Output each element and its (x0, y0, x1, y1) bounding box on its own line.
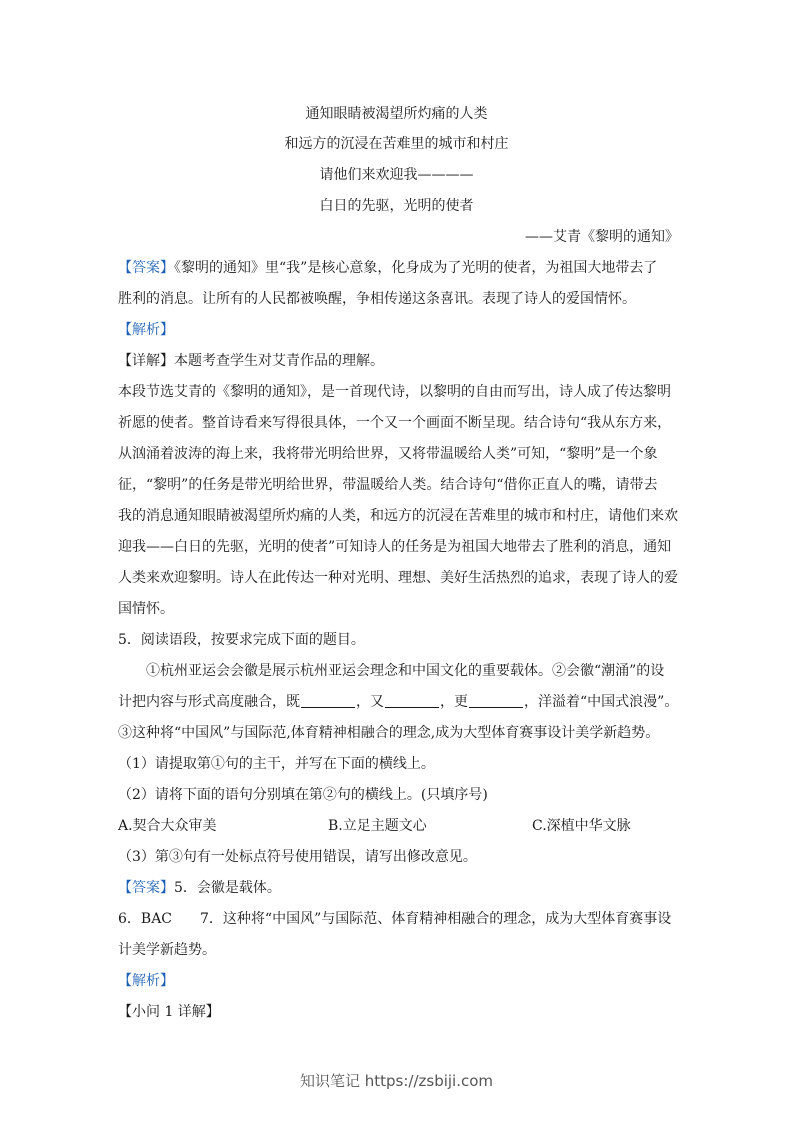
q5-analysis-tag: 【解析】 (118, 973, 174, 989)
poem-line-1: 通知眼睛被渴望所灼痛的人类 (305, 106, 488, 122)
poem-line-4: 白日的先驱，光明的使者 (319, 198, 474, 214)
q4-detail-line: 征，“黎明”的任务是带光明给世界，带温暖给人类。结合诗句“借你正直人的嘴，请带去 (118, 477, 658, 493)
q5-paragraph-line-1: ①杭州亚运会会徽是展示杭州亚运会理念和中国文化的重要载体。②会徽“潮涌”的设 (146, 663, 665, 679)
para-text: ，更 (440, 694, 468, 710)
q5-paragraph-line-3: ③这种将“中国风”与国际范,体育精神相融合的理念,成为大型体育赛事设计美学新趋势。 (118, 725, 660, 741)
para-text: ，洋溢着“中国式浪漫”。 (524, 694, 679, 710)
option-c: C.深植中华文脉 (532, 818, 631, 834)
footer-watermark: 知识笔记 https://zsbiji.com (299, 1072, 494, 1090)
q5-sub-question-2: （2）请将下面的语句分别填在第②句的横线上。(只填序号) (118, 787, 488, 803)
subquestion-1-detail-label: 【小问 1 详解】 (118, 1004, 220, 1020)
q4-detail-line: 人类来欢迎黎明。诗人在此传达一种对光明、理想、美好生活热烈的追求，表现了诗人的爱 (118, 570, 678, 586)
para-text: 计把内容与形式高度融合，既 (118, 694, 300, 710)
q4-detail-line: 从汹涌着波涛的海上来，我将带光明给世界，又将带温暖给人类”可知，“黎明”是一个象 (118, 446, 658, 462)
q4-answer-line-1 (118, 258, 657, 278)
option-b: B.立足主题文心 (328, 818, 427, 834)
q5-paragraph-line-2 (118, 692, 678, 712)
q5-answer-line-2: 6．BAC 7．这种将“中国风”与国际范、体育精神相融合的理念，成为大型体育赛事设 (118, 911, 672, 927)
poem-line-3: 请他们来欢迎我———— (319, 167, 474, 183)
answer-text: 5．会徽是载体。 (174, 880, 281, 896)
answer-tag: 【答案】 (118, 880, 174, 896)
q4-answer-line-2: 胜利的消息。让所有的人民都被唤醒，争相传递这条喜讯。表现了诗人的爱国情怀。 (118, 291, 636, 307)
poem-line-2: 和远方的沉浸在苦难里的城市和村庄 (284, 136, 509, 152)
fill-blank (385, 693, 439, 708)
q4-detail-line: 祈愿的使者。整首诗看来写得很具体，一个又一个画面不断呈现。结合诗句“我从东方来， (118, 415, 672, 431)
fill-blank (469, 693, 523, 708)
q4-analysis-tag: 【解析】 (118, 322, 174, 338)
q4-detail-label: 【详解】本题考查学生对艾青作品的理解。 (118, 353, 384, 369)
option-a: A.契合大众审美 (118, 818, 217, 834)
answer-text: 《黎明的通知》里“我”是核心意象，化身成为了光明的使者，为祖国大地带去了 (174, 260, 658, 276)
q5-heading: 5．阅读语段，按要求完成下面的题目。 (118, 632, 365, 648)
q4-detail-line: 我的消息通知眼睛被渴望所灼痛的人类，和远方的沉浸在苦难里的城市和村庄，请他们来欢 (118, 508, 678, 524)
q5-answer-line-3: 计美学新趋势。 (118, 942, 216, 958)
q4-detail-line: 本段节选艾青的《黎明的通知》，是一首现代诗，以黎明的自由而写出，诗人成了传达黎明 (118, 384, 671, 400)
poem-attribution: ——艾青《黎明的通知》 (525, 229, 679, 245)
q4-detail-line: 迎我——白日的先驱，光明的使者”可知诗人的任务是为祖国大地带去了胜利的消息，通知 (118, 539, 672, 555)
q5-sub-question-1: （1）请提取第①句的主干，并写在下面的横线上。 (118, 756, 435, 772)
q4-detail-line: 国情怀。 (118, 601, 174, 617)
q5-sub-question-3: （3）第③句有一处标点符号使用错误，请写出修改意见。 (118, 849, 477, 865)
q5-answer-line-1 (118, 878, 281, 898)
fill-blank (301, 693, 355, 708)
para-text: ，又 (356, 694, 384, 710)
answer-tag: 【答案】 (118, 260, 174, 276)
